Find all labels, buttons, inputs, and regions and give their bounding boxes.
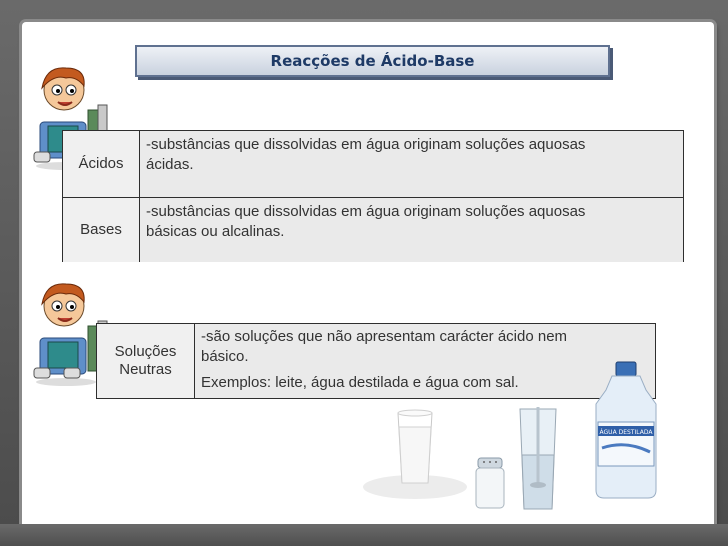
- description-neutras-line1: -são soluções que não apresentam carácter ácido nem: [201, 328, 568, 345]
- description-solucoes-neutras: [194, 324, 655, 398]
- bottle-label: ÁGUA DESTILADA: [599, 429, 653, 436]
- description-acidos-line1: -substâncias que dissolvidas em água originam soluções aquosas: [146, 136, 586, 153]
- description-acidos: [139, 131, 683, 197]
- water-glass-illustration: [510, 405, 565, 515]
- description-bases: [139, 198, 683, 262]
- term-bases: Bases: [63, 198, 139, 262]
- title-box: [135, 45, 610, 77]
- milk-glass-illustration: [360, 405, 470, 500]
- term-solucoes-neutras-line1: Soluções: [114, 343, 177, 360]
- term-solucoes-neutras: [97, 324, 194, 398]
- description-acidos-line2: ácidas.: [146, 156, 194, 173]
- term-solucoes-neutras-line2: Neutras: [119, 361, 172, 378]
- description-neutras-examples: Exemplos: leite, água destilada e água com sal.: [201, 374, 519, 391]
- term-acidos: Ácidos: [63, 131, 139, 197]
- neutral-solutions-table: [96, 323, 656, 399]
- definition-row-bases: [63, 197, 683, 262]
- definitions-table: [62, 130, 684, 262]
- salt-shaker-illustration: [470, 452, 510, 512]
- description-bases-line1: -substâncias que dissolvidas em água originam soluções aquosas: [146, 203, 586, 220]
- bottom-bar: [0, 524, 728, 546]
- slide-title: Reacções de Ácido-Base: [270, 52, 475, 70]
- definition-row-acidos: [63, 131, 683, 197]
- description-neutras-line2: básico.: [201, 348, 249, 365]
- distilled-water-bottle-illustration: [590, 360, 662, 500]
- description-bases-line2: básicas ou alcalinas.: [146, 223, 285, 240]
